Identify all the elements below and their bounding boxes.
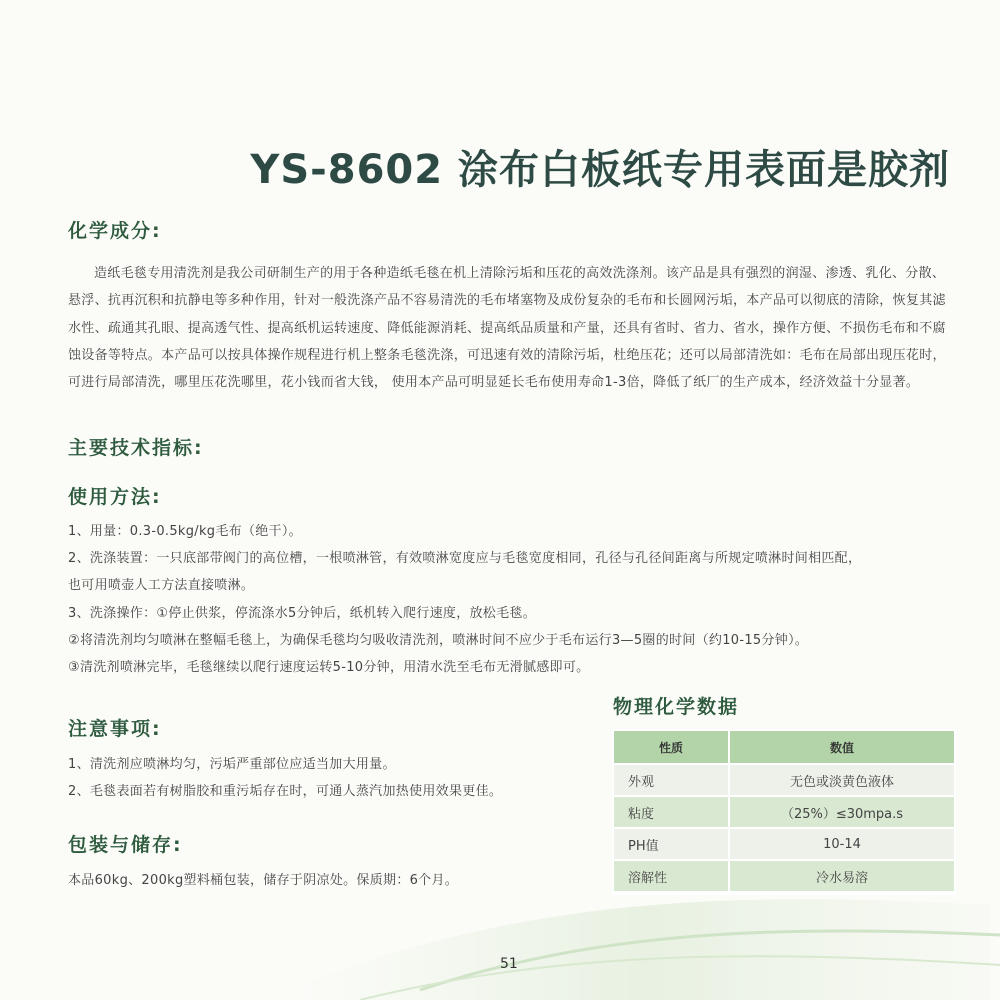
usage-line: 1、用量：0.3-0.5kg/kg毛布（绝干）。 bbox=[68, 524, 302, 539]
table-row bbox=[614, 860, 954, 892]
table-row bbox=[614, 828, 954, 860]
physchem-heading: 物理化学数据 bbox=[613, 696, 740, 718]
column-header: 性质 bbox=[614, 731, 729, 764]
property-name: 外观 bbox=[614, 764, 729, 796]
composition-heading: 化学成分: bbox=[68, 220, 162, 242]
usage-line: ③清洗剂喷淋完毕，毛毯继续以爬行速度运转5-10分钟，用清水洗至毛布无滑腻感即可。 bbox=[68, 660, 590, 675]
column-header: 数值 bbox=[729, 731, 954, 764]
property-value: 10-14 bbox=[729, 828, 954, 860]
table-row bbox=[614, 796, 954, 828]
page-number: 51 bbox=[500, 956, 518, 972]
property-name: PH值 bbox=[614, 828, 729, 860]
specs-heading: 主要技术指标: bbox=[68, 437, 204, 459]
notes-heading: 注意事项: bbox=[68, 718, 162, 740]
property-value: 冷水易溶 bbox=[729, 860, 954, 892]
property-value: 无色或淡黄色液体 bbox=[729, 764, 954, 796]
usage-heading: 使用方法: bbox=[68, 486, 162, 508]
property-name: 粘度 bbox=[614, 796, 729, 828]
storage-heading: 包装与储存: bbox=[68, 834, 183, 856]
usage-line: ②将清洗剂均匀喷淋在整幅毛毯上，为确保毛毯均匀吸收清洗剂，喷淋时间不应少于毛布运行3—5圈的时间（约10-15分钟）。 bbox=[68, 633, 809, 648]
usage-line: 3、洗涤操作：①停止供浆，停流涤水5分钟后，纸机转入爬行速度，放松毛毯。 bbox=[68, 606, 536, 621]
storage-line: 本品60kg、200kg塑料桶包装，储存于阴凉处。保质期：6个月。 bbox=[68, 873, 459, 888]
notes-line: 2、毛毯表面若有树脂胶和重污垢存在时，可通人蒸汽加热使用效果更佳。 bbox=[68, 784, 503, 799]
physchem-table bbox=[614, 731, 954, 893]
notes-line: 1、清洗剂应喷淋均匀，污垢严重部位应适当加大用量。 bbox=[68, 757, 396, 772]
page-title: YS-8602 涂布白板纸专用表面是胶剂 bbox=[250, 147, 950, 193]
property-name: 溶解性 bbox=[614, 860, 729, 892]
usage-line: 也可用喷壶人工方法直接喷淋。 bbox=[68, 578, 255, 593]
usage-line: 2、洗涤装置：一只底部带阀门的高位槽，一根喷淋管，有效喷淋宽度应与毛毯宽度相同，孔径与孔径间距离与所规定喷淋时间相匹配， bbox=[68, 551, 862, 566]
composition-paragraph: 造纸毛毯专用清洗剂是我公司研制生产的用于各种造纸毛毯在机上清除污垢和压花的高效洗涤剂。该产品是具有强烈的润湿、渗透、乳化、分散、悬浮、抗再沉积和抗静电等多种作用，针对一般洗涤产品不容易清洗的毛布堵塞物及成份复杂的毛布和长圆网污垢，本产品可以彻底的清除，恢复其滤水性、疏通其孔眼、提高透气性、提高纸机运转速度、降低能源消耗、提高纸品质量和产量，还具有省时、省力、省水，操作方便、不损伤毛布和不腐蚀设备等特点。本产品可以按具体操作规程进行机上整条毛毯洗涤，可迅速有效的清除污垢，杜绝压花；还可以局部清洗如：毛布在局部出现压花时，可进行局部清洗，哪里压花洗哪里，花小钱而省大钱， 使用本产品可明显延长毛布使用寿命1-3倍，降低了纸厂的生产成本，经济效益十分显著。 bbox=[68, 266, 946, 391]
property-value: （25%）≤30mpa.s bbox=[729, 796, 954, 828]
table-header-row bbox=[614, 731, 954, 764]
table-row bbox=[614, 764, 954, 796]
